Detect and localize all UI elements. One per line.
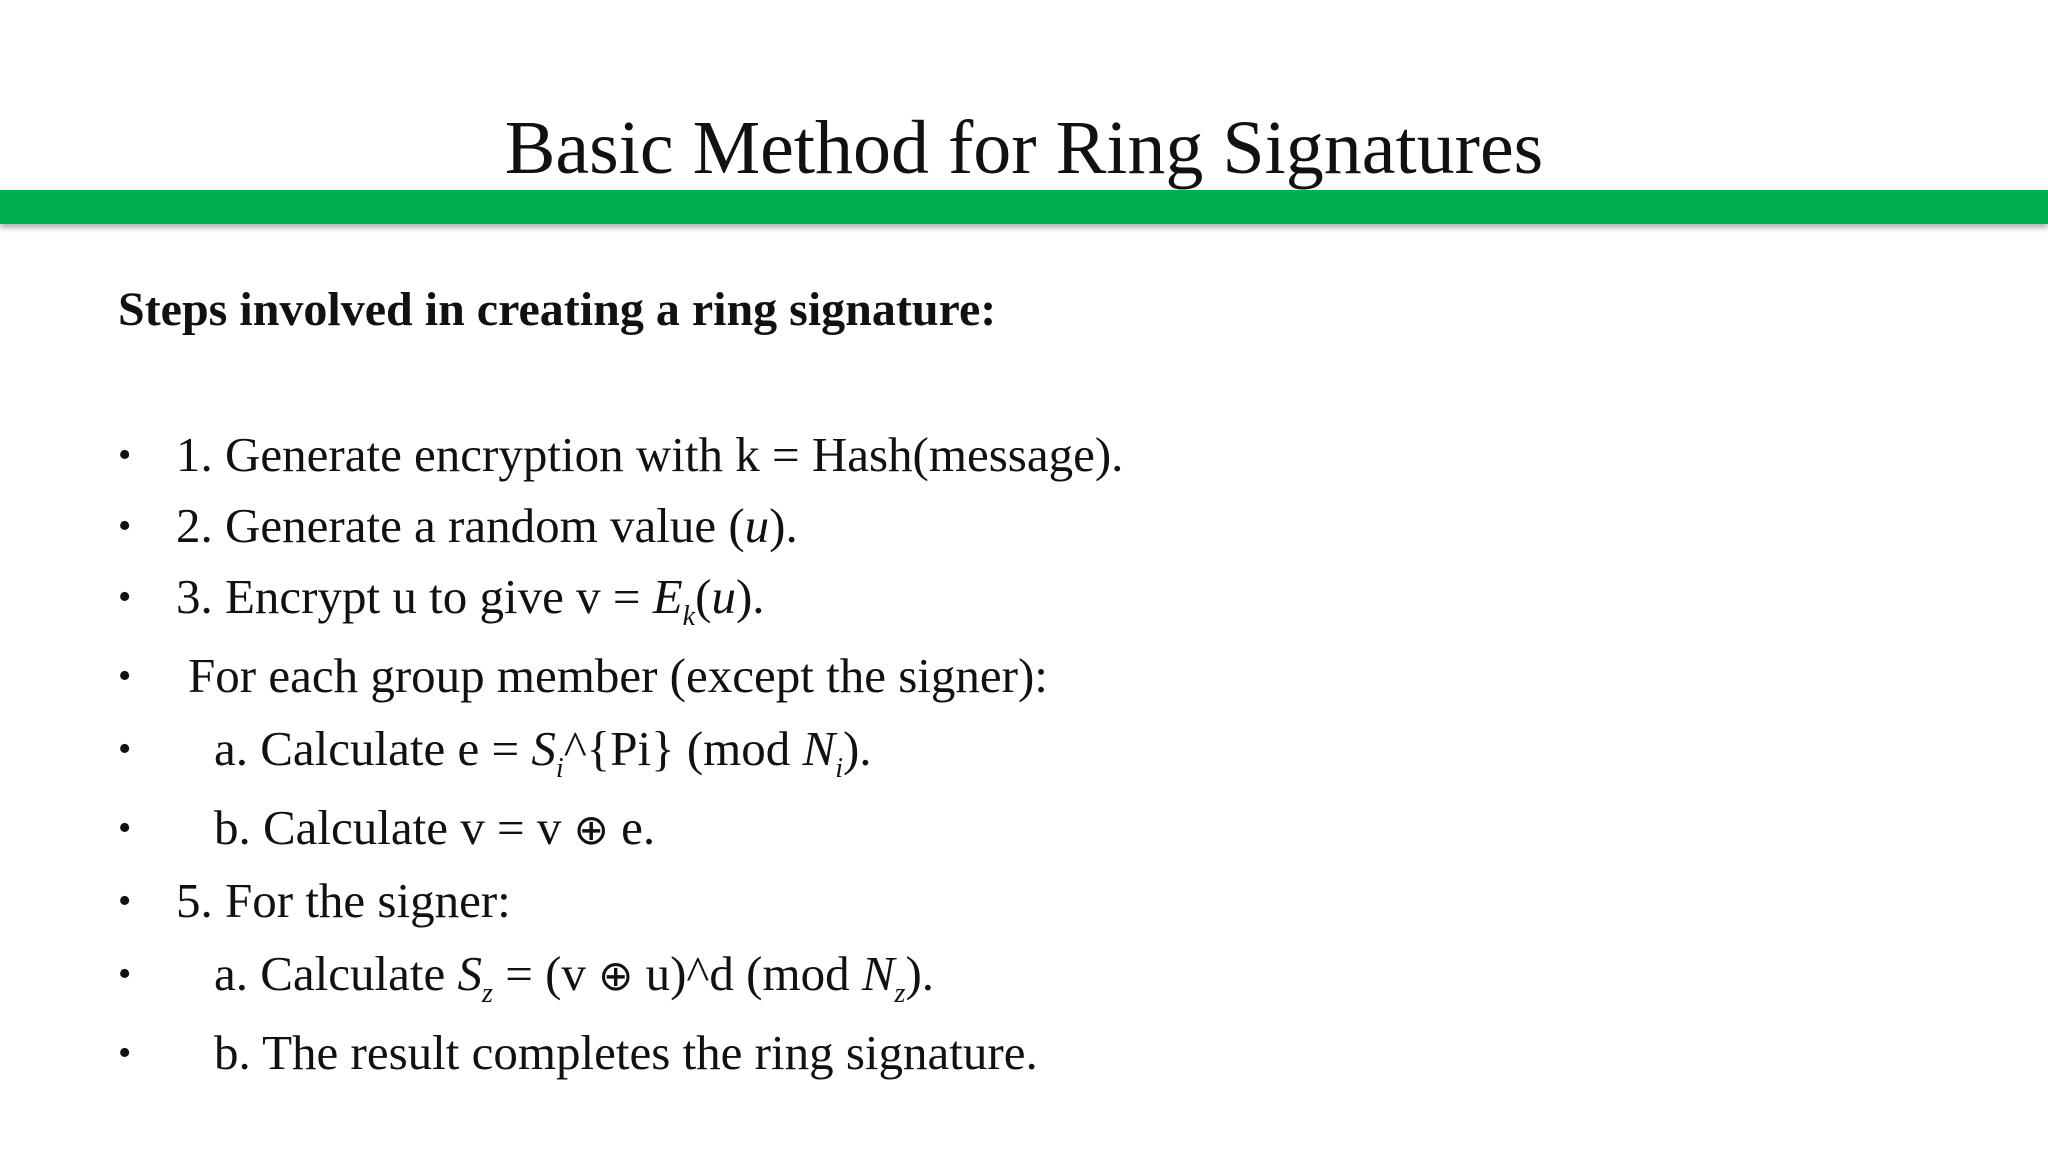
step-text: b. Calculate v = v ⊕ e. <box>214 800 656 855</box>
title-divider-bar <box>0 190 2048 224</box>
bullet: • <box>118 505 132 547</box>
bullet: • <box>118 576 132 618</box>
list-item-step-5b <box>0 1022 2048 1084</box>
list-item-step-5 <box>0 870 2048 932</box>
step-text: 5. For the signer: <box>176 873 511 928</box>
bullet: • <box>118 434 132 476</box>
xor-symbol: ⊕ <box>573 805 609 854</box>
list-item-step-4 <box>0 645 2048 707</box>
step-text: 3. Encrypt u to give $v = E_k(u)$. <box>176 569 765 632</box>
bullet: • <box>118 655 132 697</box>
list-item-step-3 <box>0 566 2048 632</box>
step-text: a. Calculate $S_z = (v$ ⊕ u)^d (mod $N_z$). <box>214 946 935 1009</box>
step-text: 2. Generate a random value (u). <box>176 498 798 553</box>
list-item-step-5a <box>0 943 2048 1009</box>
step-text: a. Calculate $e = S_i\^{}\{Pi\}$ (mod $N_i$). <box>214 721 872 784</box>
step-text: b. The result completes the ring signature. <box>214 1025 1038 1080</box>
list-item-step-2 <box>0 495 2048 557</box>
list-item-step-4a <box>0 718 2048 784</box>
step-text: 1. Generate encryption with k = Hash(message). <box>176 427 1124 482</box>
step-text: For each group member (except the signer): <box>188 648 1048 703</box>
bullet: • <box>118 728 132 770</box>
bullet: • <box>118 807 132 849</box>
list-item-step-4b <box>0 797 2048 859</box>
xor-symbol: ⊕ <box>598 951 634 1000</box>
list-item-step-1 <box>0 424 2048 486</box>
bullet: • <box>118 1032 132 1074</box>
steps-heading: Steps involved in creating a ring signature: <box>118 283 997 336</box>
bullet: • <box>118 880 132 922</box>
slide-title: Basic Method for Ring Signatures <box>504 106 1544 190</box>
bullet: • <box>118 953 132 995</box>
